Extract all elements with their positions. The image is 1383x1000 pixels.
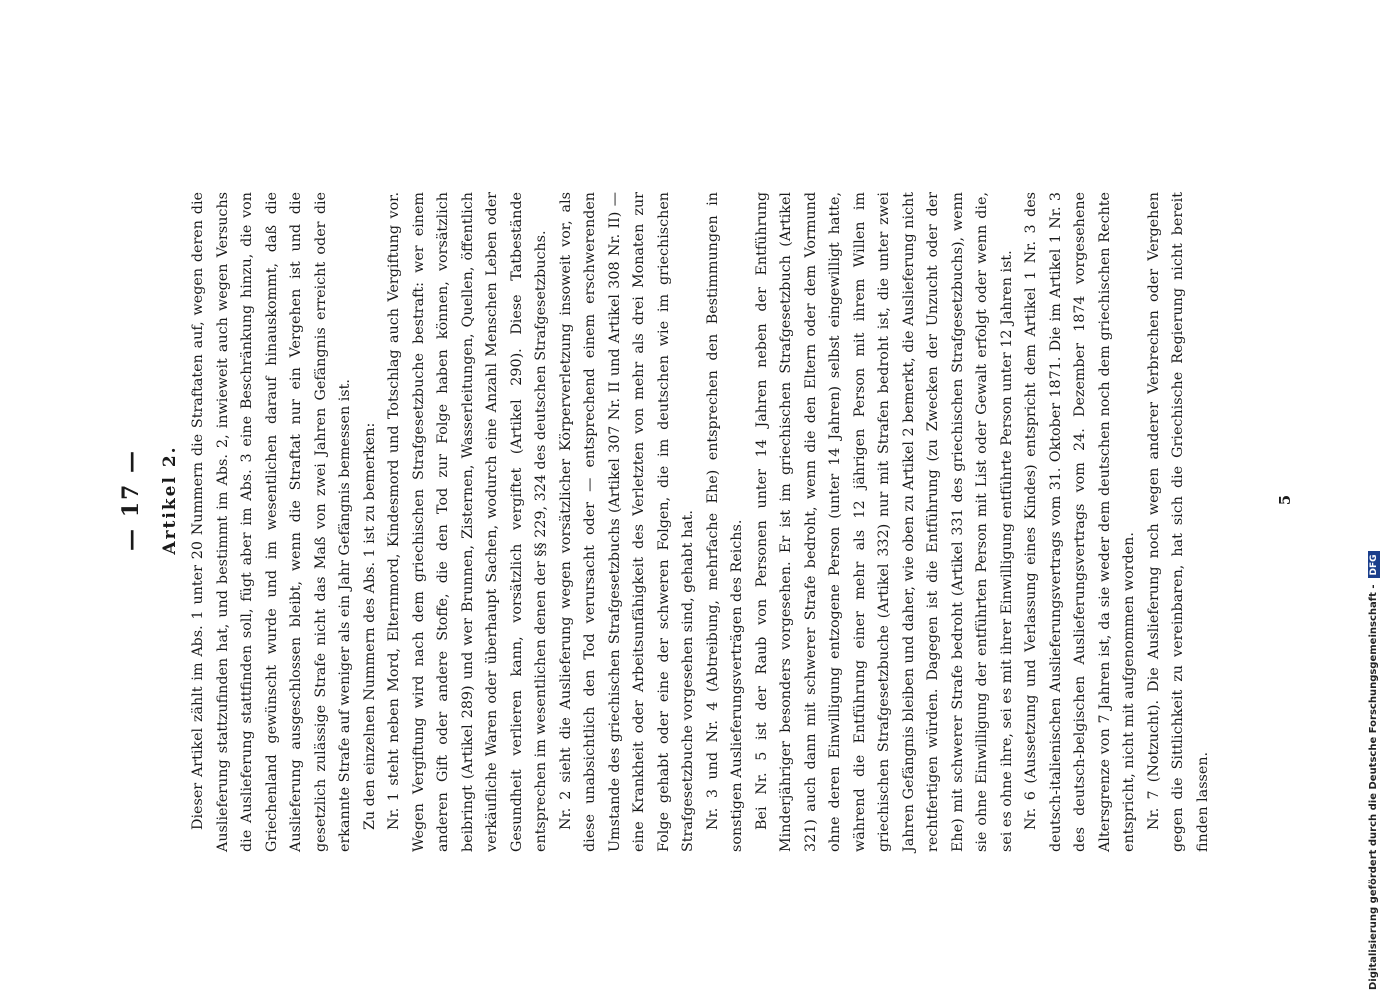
article-heading: Artikel 2. [160,445,180,555]
paragraph: Nr. 6 (Aussetzung und Verlassung eines Kindes) entspricht dem Artikel 1 Nr. 3 des deutsch-italienischen Auslieferungsvertrags vom 31. Oktober 1871. Die im Artikel 1 Nr. 3 des deutsch-belgischen Auslieferungsvertrags vom 24. Dezember 1874 vorgesehene Altersgrenze von 7 Jahren ist, da sie weder dem deutschen noch dem griechischen Rechte entspricht, nicht mit aufgenommen worden. [1023,192,1137,852]
paragraph: Bei Nr. 5 ist der Raub von Personen unter 14 Jahren neben der Entführung Minderjähriger besonders vorgesehen. Er ist im griechischen Strafgesetzbuch (Artikel 321) auch dann mit schwerer Strafe bedroht, wenn die den Eltern oder dem Vormund ohne deren Einwilligung entzogene Person (unter 14 Jahren) selbst eingewilligt hatte, während die Entführung einer mehr als 12 jährigen Person mit ihrem Willen im griechischen Strafgesetzbuche (Artikel 332) nur mit Strafen bedroht ist, die unter zwei Jahren Gefängnis bleiben und daher, wie oben zu Artikel 2 bemerkt, die Auslieferung nicht rechtfertigen würden. Dagegen ist die Entführung (zu Zwecken der Unzucht oder der Ehe) mit schwerer Strafe bedroht (Artikel 331 des griechischen Strafgesetzbuchs), wenn sie ohne Einwilligung der entführten Person mit List oder Gewalt erfolgt oder wenn die, sei es ohne ihre, sei es mit ihrer Einwilligung entführte Person unter 12 Jahren ist. [753,192,1015,852]
dfg-logo: DFG [1368,551,1380,578]
footer-text: Digitalisierung gefördert durch die Deutsche Forschungsgemeinschaft - [1368,584,1379,990]
digitization-footer [1368,0,1380,990]
body-text [186,192,1215,852]
signature-number: 5 [1276,494,1294,506]
paragraph: Nr. 2 sieht die Auslieferung wegen vorsätzlicher Körperverletzung insoweit vor, als diese unabsichtlich den Tod verursacht oder — entsprechend einem erschwerenden Umstande des griechischen Strafgesetzbuchs (Artikel 307 Nr. II und Artikel 308 Nr. II) — eine Krankheit oder Arbeitsunfähigkeit des Verletzten von mehr als drei Monaten zur Folge gehabt oder eine der schweren Folgen, die im deutschen wie im griechischen Strafgesetzbuche vorgesehen sind, gehabt hat. [557,192,696,852]
paragraph: Nr. 3 und Nr. 4 (Abtreibung, mehrfache Ehe) entsprechen den Bestimmungen in sonstigen Auslieferungsverträgen des Reichs. [704,192,745,852]
paragraph: Dieser Artikel zählt im Abs. 1 unter 20 Nummern die Straftaten auf, wegen deren die Auslieferung stattzufinden hat, und bestimmt im Abs. 2, inwieweit auch wegen Versuchs die Auslieferung stattfinden soll, fügt aber im Abs. 3 eine Beschränkung hinzu, die von Griechenland gewünscht wurde und im wesentlichen darauf hinauskommt, daß die Auslieferung ausgeschlossen bleibt, wenn die Straftat nur ein Vergehen ist und die gesetzlich zulässige Strafe nicht das Maß von zwei Jahren Gefängnis erreicht oder die erkannte Strafe auf weniger als ein Jahr Gefängnis bemessen ist. [190,192,353,852]
paragraph: Zu den einzelnen Nummern des Abs. 1 ist zu bemerken: [361,422,378,830]
page-number: — 17 — [118,449,144,551]
paragraph: Nr. 7 (Notzucht). Die Auslieferung noch wegen anderer Verbrechen oder Vergehen gegen die Sittlichkeit zu vereinbaren, hat sich die Griechische Regierung nicht bereit finden lassen. [1145,192,1211,852]
paragraph: Nr. 1 steht neben Mord, Elternmord, Kindesmord und Totschlag auch Vergiftung vor. Wegen Vergiftung wird nach dem griechischen Strafgesetzbuche bestraft: wer einem anderen Gift oder andere Stoffe, die den Tod zur Folge haben können, vorsätzlich beibringt (Artikel 289) und wer Brunnen, Zisternen, Wasserleitungen, Quellen, öffentlich verkäufliche Waren oder überhaupt Sachen, wodurch eine Anzahl Menschen Leben oder Gesundheit verlieren kann, vorsätzlich vergiftet (Artikel 290). Diese Tatbestände entsprechen im wesentlichen denen der §§ 229, 324 des deutschen Strafgesetzbuchs. [386,192,549,852]
